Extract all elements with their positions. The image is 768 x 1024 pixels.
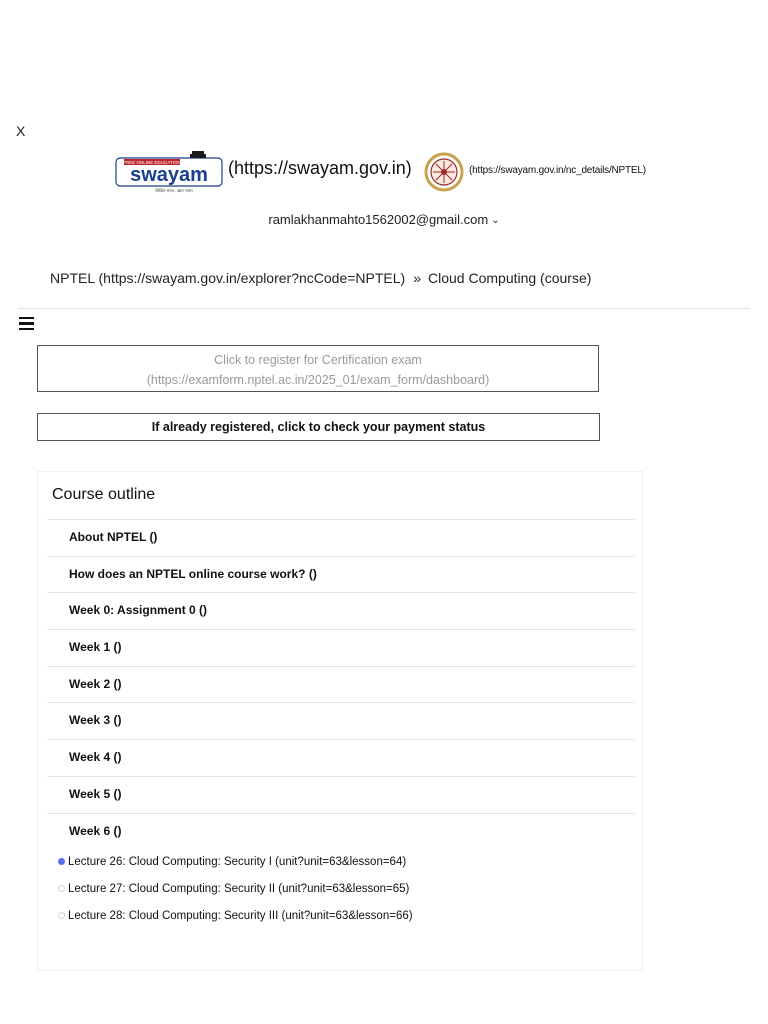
outline-item-week-1[interactable]: Week 1 () [47, 629, 635, 666]
swayam-logo-tagline: शिक्षित भारत, उन्नत भारत [155, 188, 193, 193]
lecture-label: Lecture 28: Cloud Computing: Security III (unit?unit=63&lesson=66) [68, 910, 413, 922]
divider [18, 308, 750, 309]
register-exam-line1: Click to register for Certification exam [214, 353, 422, 367]
course-outline-title: Course outline [52, 486, 156, 503]
outline-item-week-0[interactable]: Week 0: Assignment 0 () [47, 592, 635, 629]
lecture-item-26[interactable] [58, 855, 413, 882]
outline-item-about-nptel[interactable]: About NPTEL () [47, 519, 635, 556]
outline-item-week-4[interactable]: Week 4 () [47, 739, 635, 776]
breadcrumb-separator: » [413, 270, 421, 286]
active-dot-icon [58, 858, 65, 865]
swayam-link[interactable]: (https://swayam.gov.in) [228, 158, 412, 178]
lecture-item-27[interactable] [58, 882, 413, 909]
breadcrumb [50, 270, 591, 286]
swayam-logo-top-text: FREE ONLINE EDUCATION [123, 160, 181, 165]
outline-item-week-6[interactable]: Week 6 () [47, 813, 635, 850]
outline-item-week-2[interactable]: Week 2 () [47, 666, 635, 703]
course-outline [37, 471, 643, 971]
outline-item-week-5[interactable]: Week 5 () [47, 776, 635, 813]
register-exam-line2: (https://examform.nptel.ac.in/2025_01/exam_form/dashboard) [146, 373, 490, 387]
nptel-logo[interactable] [424, 152, 464, 192]
swayam-logo-name: swayam [130, 164, 208, 186]
register-exam-button[interactable] [37, 345, 599, 392]
user-menu[interactable] [0, 212, 768, 227]
lecture-item-28[interactable] [58, 909, 413, 936]
swayam-logo[interactable] [114, 150, 224, 194]
lecture-label: Lecture 26: Cloud Computing: Security I (unit?unit=63&lesson=64) [68, 856, 407, 868]
breadcrumb-root[interactable]: NPTEL (https://swayam.gov.in/explorer?ncCode=NPTEL) [50, 270, 406, 286]
lecture-label: Lecture 27: Cloud Computing: Security II (unit?unit=63&lesson=65) [68, 883, 410, 895]
user-email: ramlakhanmahto1562002@gmail.com [268, 212, 489, 227]
outline-item-week-3[interactable]: Week 3 () [47, 702, 635, 739]
breadcrumb-current: Cloud Computing (course) [428, 270, 592, 286]
hamburger-icon[interactable] [19, 317, 35, 331]
inactive-dot-icon [58, 885, 65, 892]
lecture-list [58, 855, 413, 936]
site-header [0, 148, 768, 196]
close-button[interactable]: X [16, 123, 26, 139]
chevron-down-icon: ⌄ [491, 215, 500, 226]
outline-item-how-course-works[interactable]: How does an NPTEL online course work? () [47, 556, 635, 593]
inactive-dot-icon [58, 912, 65, 919]
course-outline-list [47, 519, 635, 849]
nptel-link[interactable]: (https://swayam.gov.in/nc_details/NPTEL) [469, 165, 646, 176]
payment-status-button[interactable]: If already registered, click to check your payment status [37, 413, 600, 441]
